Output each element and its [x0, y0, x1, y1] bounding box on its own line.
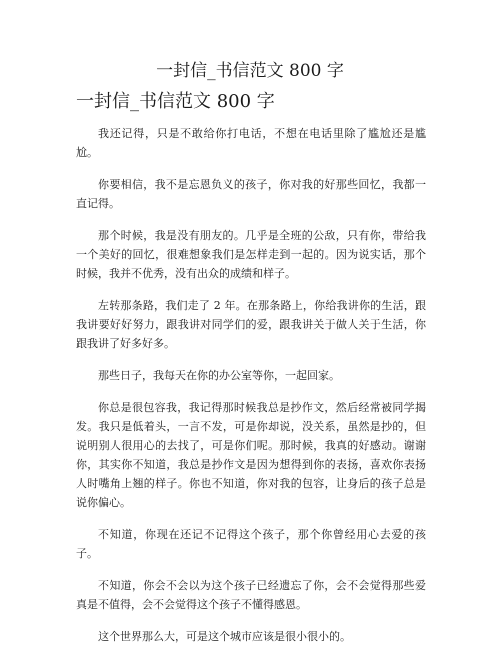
paragraph: 那个时候，我是没有朋友的。几乎是全班的公敌，只有你，带给我一个美好的回忆，很难想象我们是怎样走到一起的。因为说实话，那个时候，我并不优秀，没有出众的成绩和样子。	[76, 229, 426, 280]
paragraph: 你要相信，我不是忘恩负义的孩子，你对我的好那些回忆，我都一直记得。	[76, 178, 426, 210]
document-title: 一封信_书信范文 800 字	[156, 61, 344, 81]
paragraph: 你总是很包容我，我记得那时候我总是抄作文，然后经常被同学揭发。我只是低着头，一言不发，可是你却说，没关系，虽然是抄的，但说明别人很用心的去找了，可是你们呢。那时候，我真的好感动。谢谢你，其实你不知道，我总是抄作文是因为想得到你的表扬，喜欢你表扬人时嘴角上翘的样子。你也不知道，你对我的包容，让身后的孩子总是说你偏心。	[76, 401, 426, 509]
paragraph: 这个世界那么大，可是这个城市应该是很小很小的。	[98, 630, 351, 643]
document-body	[76, 124, 426, 659]
paragraph: 那些日子，我每天在你的办公室等你，一起回家。	[98, 369, 340, 382]
paragraph: 不知道，你会不会以为这个孩子已经遗忘了你，会不会觉得那些爱真是不值得，会不会觉得这个孩子不懂得感恩。	[76, 579, 426, 611]
document-heading: 一封信_书信范文 800 字	[76, 91, 275, 112]
paragraph: 左转那条路，我们走了 2 年。在那条路上，你给我讲你的生活，跟我讲要好好努力，跟我讲对同学们的爱，跟我讲关于做人关于生活，你跟我讲了好多好多。	[76, 299, 426, 350]
paragraph: 不知道，你现在还记不记得这个孩子，那个你曾经用心去爱的孩子。	[76, 528, 426, 560]
paragraph: 我还记得，只是不敢给你打电话，不想在电话里除了尴尬还是尴尬。	[76, 127, 426, 159]
